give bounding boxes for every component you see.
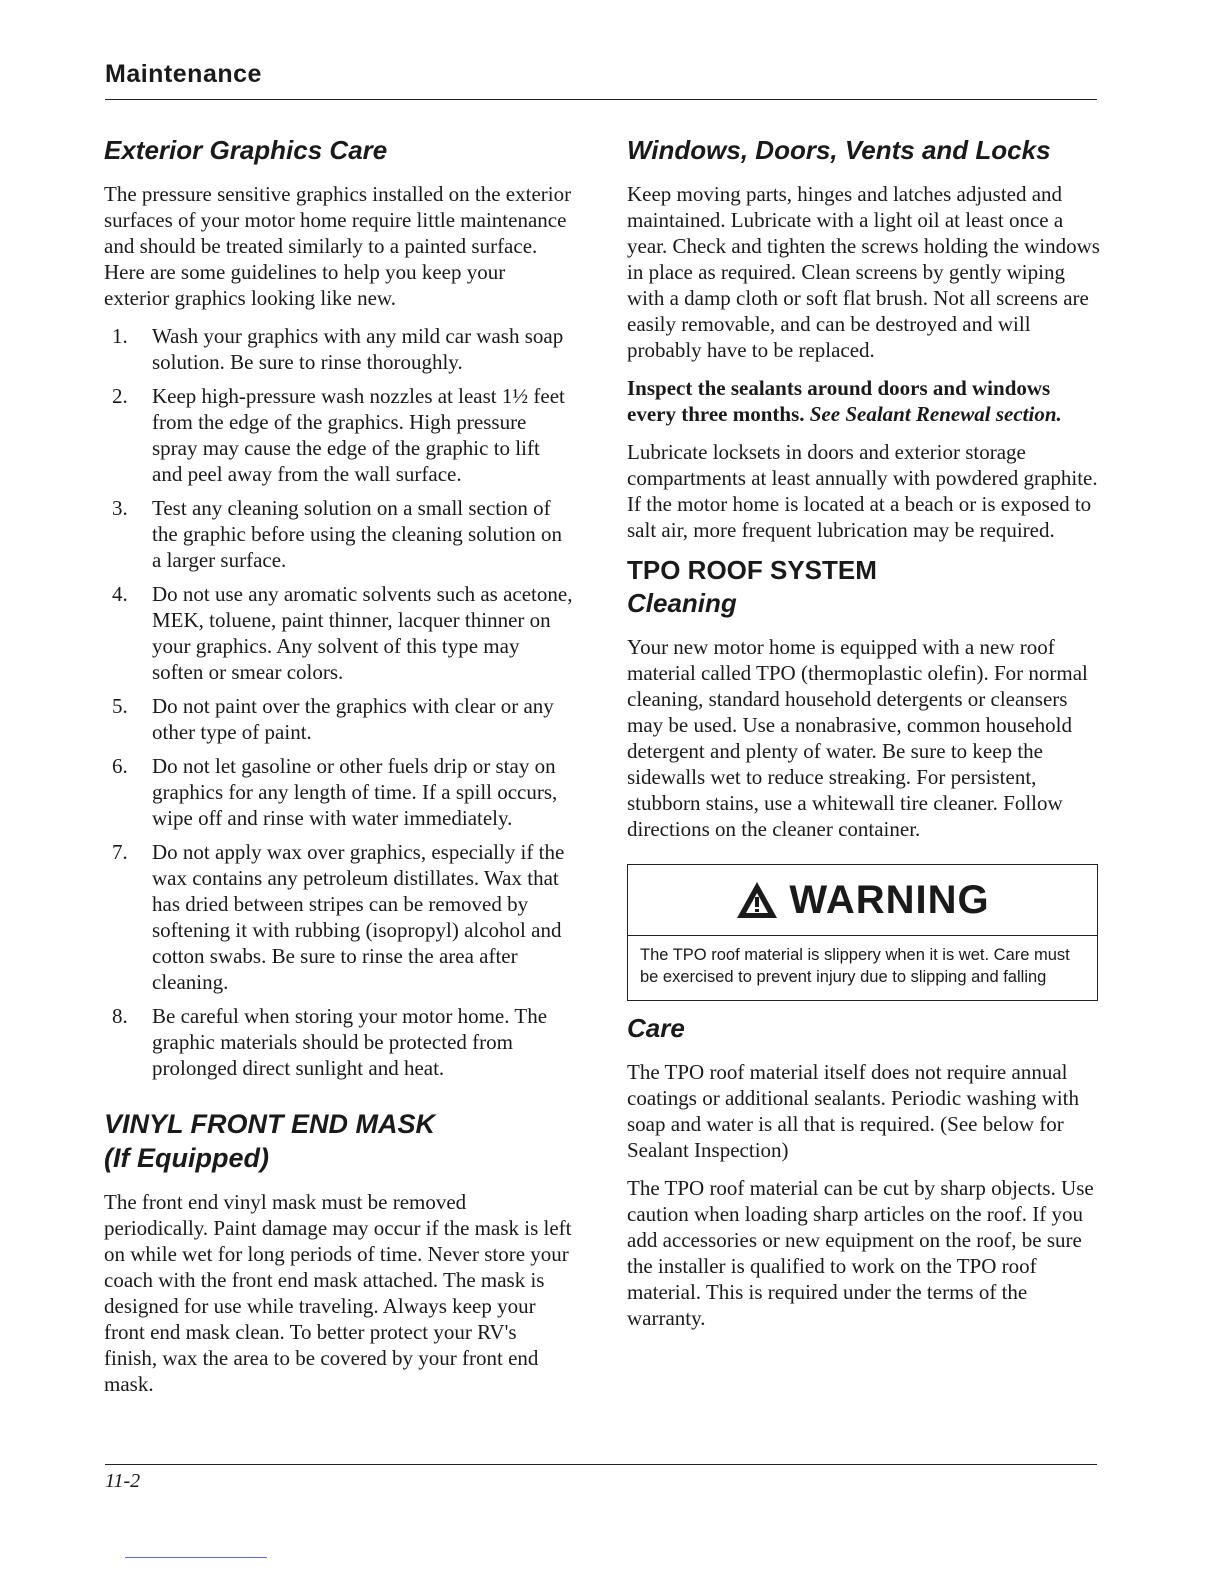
windows-doors-heading: Windows, Doors, Vents and Locks [627, 135, 1051, 165]
cleaning-text: Your new motor home is equipped with a new roof material called TPO (thermoplastic olefin). For normal cleaning, standard household detergents or cleansers may be used. Use a nonabrasive, common household detergent and plenty of water. Be sure to keep the sidewalls wet to reduce streaking. For persistent, stubborn stains, use a whitewall tire cleaner. Follow directions on the cleaner container. [627, 635, 1088, 841]
warning-header [628, 865, 1097, 936]
locks-text: Lubricate locksets in doors and exterior storage compartments at least annually with powdered graphite. If the motor home is located at a beach or is exposed to salt air, more frequent lubrication may be required. [627, 440, 1098, 542]
graphics-steps-list [104, 323, 574, 1081]
list-item [104, 383, 574, 487]
header-rule [105, 99, 1097, 100]
tpo-roof-heading: TPO ROOF SYSTEM [627, 555, 877, 585]
vinyl-mask-heading [104, 1107, 574, 1175]
vinyl-mask-heading-line2: (If Equipped) [104, 1143, 269, 1173]
list-text: Do not use any aromatic solvents such as acetone, MEK, toluene, paint thinner, lacquer thinner on your graphics. Any solvent of this type may soften or smear colors. [152, 582, 573, 684]
page-number: 11-2 [105, 1470, 141, 1492]
list-item [104, 693, 574, 745]
link-underline [125, 1557, 267, 1558]
list-item [104, 581, 574, 685]
care-text-1: The TPO roof material itself does not require annual coatings or additional sealants. Periodic washing with soap and water is all that is required. (See below for Sealant Inspection) [627, 1060, 1079, 1162]
graphics-intro: The pressure sensitive graphics installed on the exterior surfaces of your motor home require little maintenance and should be treated similarly to a painted surface. Here are some guidelines to help you keep your exterior graphics looking like new. [104, 182, 572, 310]
list-number: 2. [112, 384, 128, 408]
list-text: Be careful when storing your motor home. The graphic materials should be protected from prolonged direct sunlight and heat. [152, 1004, 548, 1080]
list-text: Wash your graphics with any mild car wash soap solution. Be sure to rinse thoroughly. [152, 324, 564, 374]
list-item [104, 495, 574, 573]
list-text: Do not paint over the graphics with clear or any other type of paint. [152, 694, 554, 744]
windows-text: Keep moving parts, hinges and latches adjusted and maintained. Lubricate with a light oil at least once a year. Check and tighten the screws holding the windows in place as required. Clean screens by gently wiping with a damp cloth or soft flat brush. Not all screens are easily removable, and can be destroyed and will probably have to be replaced. [627, 182, 1100, 362]
list-text: Keep high-pressure wash nozzles at least 1½ feet from the edge of the graphics. High pressure spray may cause the edge of the graphic to lift and peel away from the wall surface. [152, 384, 565, 486]
list-item [104, 1003, 574, 1081]
list-number: 8. [112, 1004, 128, 1028]
list-item [104, 839, 574, 995]
sealant-note-bold: Inspect the sealants around doors and windows every three months. [627, 376, 1051, 426]
warning-box [627, 864, 1098, 1001]
vinyl-mask-text: The front end vinyl mask must be removed periodically. Paint damage may occur if the mask is left on while wet for long periods of time. Never store your coach with the front end mask attached. The mask is designed for use while traveling. Always keep your front end mask clean. To better protect your RV's finish, wax the area to be covered by your front end mask. [104, 1190, 572, 1396]
list-number: 1. [112, 324, 128, 348]
footer-rule [105, 1464, 1097, 1465]
cleaning-heading: Cleaning [627, 588, 737, 618]
list-number: 5. [112, 694, 128, 718]
list-number: 6. [112, 754, 128, 778]
sealant-note [627, 375, 1102, 427]
list-number: 4. [112, 582, 128, 606]
warning-title: WARNING [789, 877, 990, 922]
list-text: Do not apply wax over graphics, especially if the wax contains any petroleum distillates. Wax that has dried between stripes can be removed by softening it with rubbing (isopropyl) alcohol and cotton swabs. Be sure to rinse the area after cleaning. [152, 840, 565, 994]
list-item [104, 753, 574, 831]
list-text: Do not let gasoline or other fuels drip or stay on graphics for any length of time. If a spill occurs, wipe off and rinse with water immediately. [152, 754, 558, 830]
vinyl-mask-heading-line1: VINYL FRONT END MASK [104, 1109, 436, 1139]
care-heading: Care [627, 1013, 685, 1043]
left-column [104, 125, 574, 1409]
list-number: 7. [112, 840, 128, 864]
section-header: Maintenance [105, 60, 262, 88]
list-number: 3. [112, 496, 128, 520]
list-item [104, 323, 574, 375]
sealant-note-reference: See Sealant Renewal section. [809, 402, 1062, 426]
warning-triangle-icon [735, 880, 779, 920]
graphics-care-heading: Exterior Graphics Care [104, 135, 388, 165]
care-text-2: The TPO roof material can be cut by sharp objects. Use caution when loading sharp articles on the roof. If you add accessories or new equipment on the roof, be sure the installer is qualified to work on the TPO roof material. This is required under the terms of the warranty. [627, 1176, 1094, 1330]
right-column [627, 125, 1102, 1343]
list-text: Test any cleaning solution on a small section of the graphic before using the cleaning solution on a larger surface. [152, 496, 562, 572]
warning-text: The TPO roof material is slippery when it is wet. Care must be exercised to prevent injury due to slipping and falling [640, 946, 1070, 986]
